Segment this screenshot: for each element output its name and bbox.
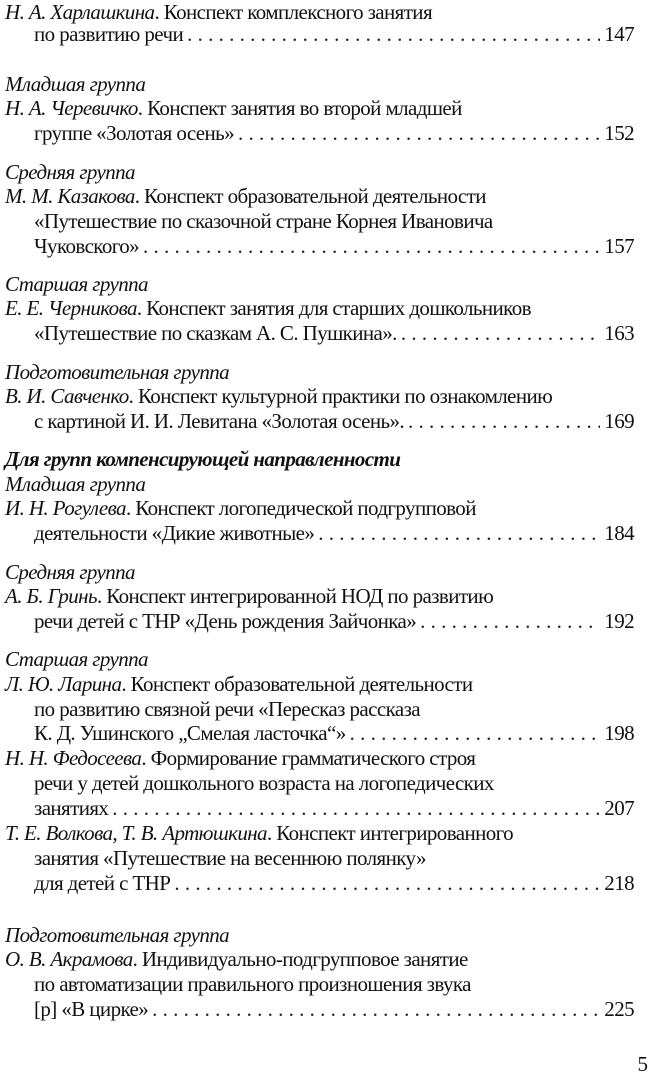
page-ref: 147 [604, 22, 634, 46]
dot-leader [408, 409, 600, 433]
toc-entry-link[interactable] [34, 521, 634, 545]
entry-title: . Конспект логопедической подгрупповой [125, 496, 476, 520]
page-number: 5 [637, 1052, 648, 1076]
toc-entry-author-line [5, 496, 634, 520]
toc-entry-author-line [5, 584, 634, 608]
page-ref: 163 [604, 321, 634, 345]
entry-title-cont: деятельности «Дикие животные» [34, 521, 315, 545]
group-heading: Средняя группа [5, 560, 135, 584]
toc-entry-link[interactable] [34, 121, 634, 145]
author-name: Т. Е. Волкова, Т. В. Артюшкина [5, 821, 267, 845]
entry-title: . Конспект культурной практики по ознакомлению [128, 384, 553, 408]
entry-title-cont: занятия «Путешествие на весеннюю полянку» [34, 846, 426, 870]
dot-leader [143, 234, 600, 258]
entry-title: . Конспект занятия во второй младшей [137, 96, 462, 120]
author-name: Е. Е. Черникова [5, 296, 137, 320]
group-heading: Старшая группа [5, 272, 148, 296]
page-ref: 169 [604, 409, 634, 433]
entry-title-cont: Чуковского» [34, 234, 140, 258]
page-ref: 192 [604, 609, 634, 633]
toc-entry-author-line [5, 672, 634, 696]
entry-title-cont: «Путешествие по сказкам А. С. Пушкина». [34, 321, 397, 345]
entry-title: . Конспект интегрированной НОД по развитию [96, 584, 494, 608]
toc-entry-link[interactable] [34, 997, 634, 1021]
entry-title-cont: по развитию связной речи «Пересказ рассказа [34, 697, 420, 721]
toc-entry-author-line [5, 96, 634, 120]
author-name: М. М. Казакова [5, 184, 135, 208]
toc-entry-author-line [5, 184, 634, 208]
page-ref: 184 [604, 521, 634, 545]
author-name: Н. А. Черевичко [5, 96, 138, 120]
entry-title-cont: [р] «В цирке» [34, 997, 149, 1021]
toc-entry-link[interactable] [34, 721, 634, 745]
dot-leader [238, 121, 600, 145]
author-name: Л. Ю. Ларина [5, 672, 122, 696]
toc-entry-author-line [5, 947, 634, 971]
page-ref: 218 [604, 871, 634, 895]
entry-title-cont: «Путешествие по сказочной стране Корнея Ивановича [34, 209, 493, 233]
group-heading: Младшая группа [5, 72, 146, 96]
group-heading: Старшая группа [5, 647, 148, 671]
dot-leader [420, 609, 600, 633]
toc-entry-link[interactable] [34, 22, 634, 46]
page-ref: 157 [604, 234, 634, 258]
toc-entry-author-line [5, 821, 634, 845]
toc-entry-link[interactable] [34, 409, 634, 433]
entry-title: . Конспект занятия для старших дошкольников [136, 296, 531, 320]
dot-leader [350, 721, 601, 745]
entry-title: . Конспект интегрированного [266, 821, 514, 845]
author-name: А. Б. Гринь [5, 584, 97, 608]
toc-entry-link[interactable] [34, 609, 634, 633]
toc-entry-author-line [5, 384, 634, 408]
entry-title-cont: речи у детей дошкольного возраста на логопедических [34, 771, 494, 795]
page-ref: 152 [604, 121, 634, 145]
dot-leader [152, 997, 600, 1021]
dot-leader [318, 521, 600, 545]
dot-leader [112, 796, 600, 820]
entry-title-cont: речи детей с ТНР «День рождения Зайчонка» [34, 609, 417, 633]
group-heading: Средняя группа [5, 160, 135, 184]
entry-title-cont: по автоматизации правильного произношения звука [34, 972, 471, 996]
group-heading: Младшая группа [5, 472, 146, 496]
dot-leader [187, 22, 600, 46]
entry-title-cont: группе «Золотая осень» [34, 121, 235, 145]
page-ref: 225 [604, 997, 634, 1021]
toc-entry-link[interactable] [34, 234, 634, 258]
section-heading: Для групп компенсирующей направленности [5, 447, 401, 471]
toc-entry-author-line [5, 296, 634, 320]
toc-entry-link[interactable] [34, 871, 634, 895]
author-name: Н. Н. Федосеева [5, 746, 142, 770]
author-name: О. В. Акрамова [5, 947, 133, 971]
entry-title-cont: с картиной И. И. Левитана «Золотая осень». [34, 409, 405, 433]
entry-title-cont: К. Д. Ушинского „Смелая ласточка“» [34, 721, 346, 745]
entry-title: . Конспект образовательной деятельности [134, 184, 486, 208]
dot-leader [174, 871, 600, 895]
toc-entry-link[interactable] [34, 321, 634, 345]
author-name: В. И. Савченко [5, 384, 129, 408]
entry-title-cont: занятиях [34, 796, 109, 820]
group-heading: Подготовительная группа [5, 923, 230, 947]
entry-title-cont: для детей с ТНР [34, 871, 171, 895]
entry-title: . Конспект образовательной деятельности [121, 672, 473, 696]
entry-title: . Формирование грамматического строя [141, 746, 476, 770]
author-name: Н. А. Харлашкина [5, 0, 155, 24]
page-ref: 198 [604, 721, 634, 745]
group-heading: Подготовительная группа [5, 360, 230, 384]
toc-entry-author-line [5, 0, 634, 24]
author-name: И. Н. Рогулева [5, 496, 126, 520]
entry-title: . Индивидуально-подгрупповое занятие [132, 947, 468, 971]
dot-leader [401, 321, 600, 345]
entry-title-cont: по развитию речи [34, 22, 184, 46]
page-ref: 207 [604, 796, 634, 820]
toc-entry-author-line [5, 746, 634, 770]
entry-title: . Конспект комплексного занятия [154, 0, 433, 24]
toc-entry-link[interactable] [34, 796, 634, 820]
